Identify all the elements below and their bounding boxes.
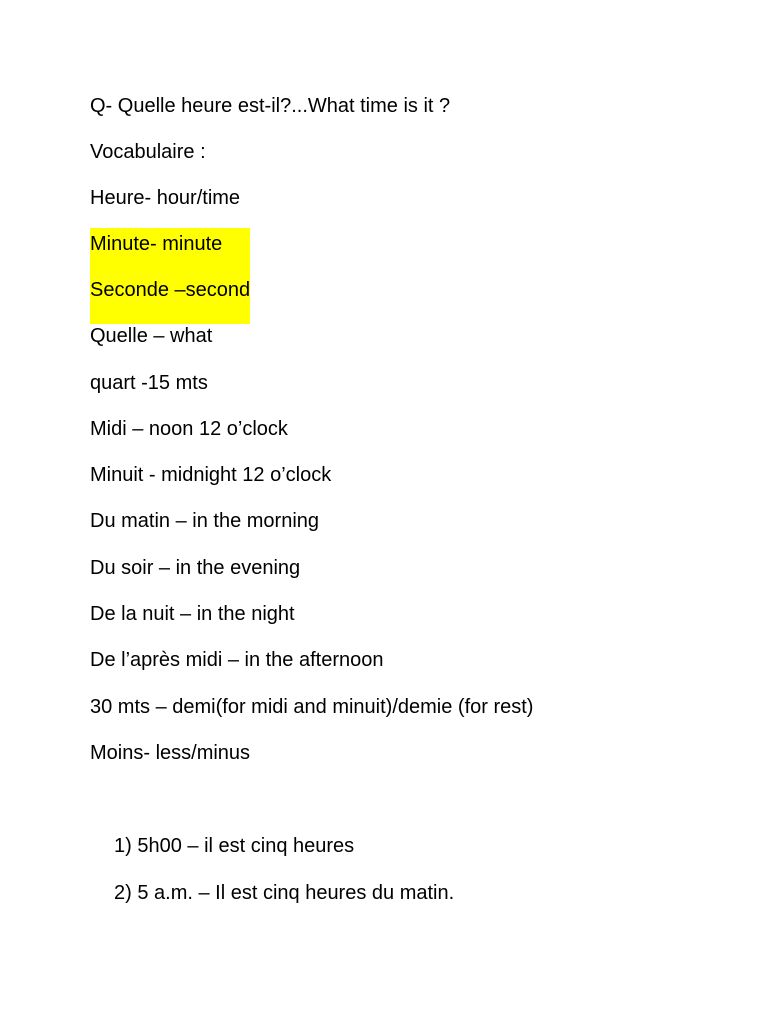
vocab-item: De la nuit – in the night: [90, 603, 295, 625]
example-item: 2) 5 a.m. – Il est cinq heures du matin.: [114, 882, 455, 904]
vocab-item: Quelle – what: [90, 325, 213, 347]
vocab-item: Midi – noon 12 o’clock: [90, 418, 288, 440]
vocab-item: Du soir – in the evening: [90, 557, 301, 579]
vocab-item: Minuit - midnight 12 o’clock: [90, 464, 332, 486]
vocab-item-highlighted: Seconde –second: [90, 279, 251, 301]
vocab-item: 30 mts – demi(for midi and minuit)/demie (for rest): [90, 696, 534, 718]
vocab-item: Heure- hour/time: [90, 187, 241, 209]
example-item: 1) 5h00 – il est cinq heures: [114, 835, 355, 857]
vocab-item: Du matin – in the morning: [90, 510, 320, 532]
vocab-item: De l’après midi – in the afternoon: [90, 649, 384, 671]
question-heading: Q- Quelle heure est-il?...What time is it ?: [90, 95, 451, 117]
vocab-item: quart -15 mts: [90, 372, 208, 394]
vocab-item: Moins- less/minus: [90, 742, 251, 764]
vocabulary-title: Vocabulaire :: [90, 141, 206, 163]
vocab-item-highlighted: Minute- minute: [90, 233, 223, 255]
